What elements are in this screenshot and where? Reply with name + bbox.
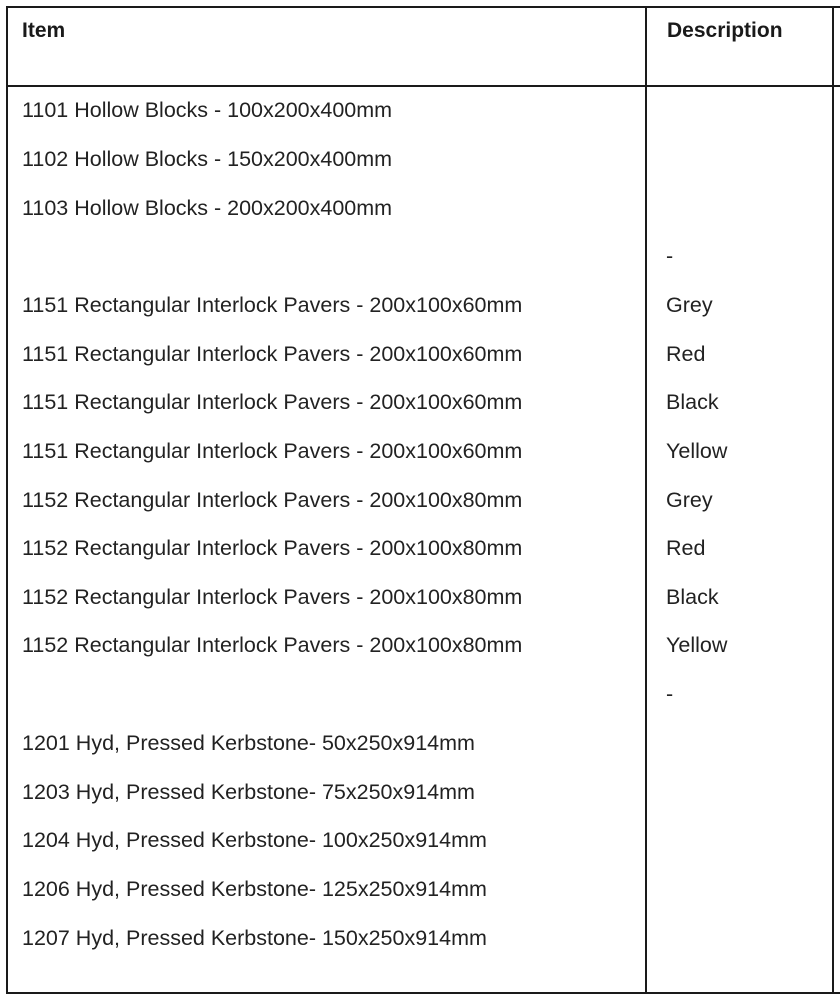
item-cell: 1152 Rectangular Interlock Pavers - 200x100x80mm: [22, 488, 523, 512]
description-cell: Red: [666, 536, 706, 560]
description-cell: Grey: [666, 293, 713, 317]
item-cell: 1102 Hollow Blocks - 150x200x400mm: [22, 147, 393, 171]
header-item: Item: [22, 19, 66, 42]
header-description: Description: [667, 19, 783, 42]
description-cell: Yellow: [666, 633, 728, 657]
description-cell: Grey: [666, 488, 713, 512]
item-cell: 1151 Rectangular Interlock Pavers - 200x100x60mm: [22, 439, 523, 463]
description-cell: Yellow: [666, 439, 728, 463]
item-cell: 1201 Hyd, Pressed Kerbstone- 50x250x914mm: [22, 731, 475, 755]
column-divider-right: [832, 6, 834, 994]
item-cell: 1206 Hyd, Pressed Kerbstone- 125x250x914mm: [22, 877, 487, 901]
item-cell: 1152 Rectangular Interlock Pavers - 200x100x80mm: [22, 585, 523, 609]
description-cell: Black: [666, 390, 719, 414]
column-divider: [645, 6, 647, 994]
description-cell: -: [666, 244, 674, 268]
item-cell: 1204 Hyd, Pressed Kerbstone- 100x250x914mm: [22, 828, 487, 852]
item-cell: 1152 Rectangular Interlock Pavers - 200x100x80mm: [22, 633, 523, 657]
item-cell: 1151 Rectangular Interlock Pavers - 200x100x60mm: [22, 390, 523, 414]
item-cell: 1101 Hollow Blocks - 100x200x400mm: [22, 98, 393, 122]
item-cell: 1207 Hyd, Pressed Kerbstone- 150x250x914mm: [22, 926, 487, 950]
item-cell: 1152 Rectangular Interlock Pavers - 200x100x80mm: [22, 536, 523, 560]
item-cell: 1151 Rectangular Interlock Pavers - 200x100x60mm: [22, 342, 523, 366]
item-cell: 1103 Hollow Blocks - 200x200x400mm: [22, 196, 393, 220]
header-divider: [6, 85, 840, 87]
description-cell: Red: [666, 342, 706, 366]
description-cell: -: [666, 682, 674, 706]
item-cell: 1151 Rectangular Interlock Pavers - 200x100x60mm: [22, 293, 523, 317]
item-cell: 1203 Hyd, Pressed Kerbstone- 75x250x914mm: [22, 780, 475, 804]
description-cell: Black: [666, 585, 719, 609]
